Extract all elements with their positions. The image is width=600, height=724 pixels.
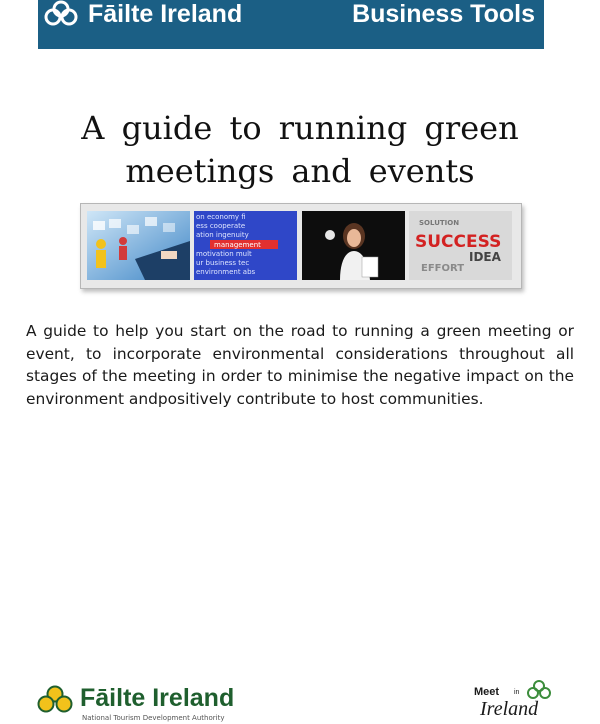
- shamrock-logo-icon: [36, 684, 74, 720]
- in-word: in: [514, 689, 520, 696]
- ireland-word: Ireland: [480, 698, 539, 720]
- svg-text:IDEA: IDEA: [469, 250, 501, 264]
- intro-paragraph: A guide to help you start on the road to running a green meeting or event, to incorporate environmental considerations throughout all stages of the meeting in order to minimise the negative impact on the environment andpositively contribute to host communities.: [26, 322, 574, 408]
- photo-strip: [80, 203, 522, 289]
- businesswoman-photo: [302, 211, 405, 280]
- footer-tagline: National Tourism Development Authority: [82, 714, 225, 722]
- header-banner: [38, 0, 544, 49]
- failte-ireland-footer-logo: [36, 684, 246, 720]
- svg-text:environment abs: environment abs: [196, 268, 256, 276]
- svg-text:motivation mult: motivation mult: [196, 250, 252, 258]
- footer-brand: Fāilte Ireland: [80, 684, 235, 712]
- success-idea-photo: [409, 211, 512, 280]
- title-line-1: A guide to running green: [81, 109, 519, 147]
- svg-text:ess cooperate: ess cooperate: [196, 222, 246, 230]
- meet-word: Meet: [474, 686, 500, 698]
- header-section-title: Business Tools: [352, 0, 535, 28]
- svg-text:SOLUTION: SOLUTION: [419, 219, 460, 227]
- svg-text:ur business tec: ur business tec: [196, 259, 250, 267]
- management-word-cloud-photo: [194, 211, 297, 280]
- business-people-photo: [87, 211, 190, 280]
- svg-text:SUCCESS: SUCCESS: [415, 232, 502, 252]
- title-line-2: meetings and events: [125, 152, 475, 190]
- svg-text:on economy fi: on economy fi: [196, 213, 246, 221]
- document-title: [0, 107, 600, 193]
- svg-text:ation ingenuity: ation ingenuity: [196, 231, 249, 239]
- svg-text:EFFORT: EFFORT: [421, 263, 465, 274]
- shamrock-logo-icon: [44, 0, 78, 30]
- meet-in-ireland-logo: [470, 680, 560, 720]
- header-brand: Fāilte Ireland: [88, 0, 243, 28]
- svg-text:management: management: [214, 241, 261, 249]
